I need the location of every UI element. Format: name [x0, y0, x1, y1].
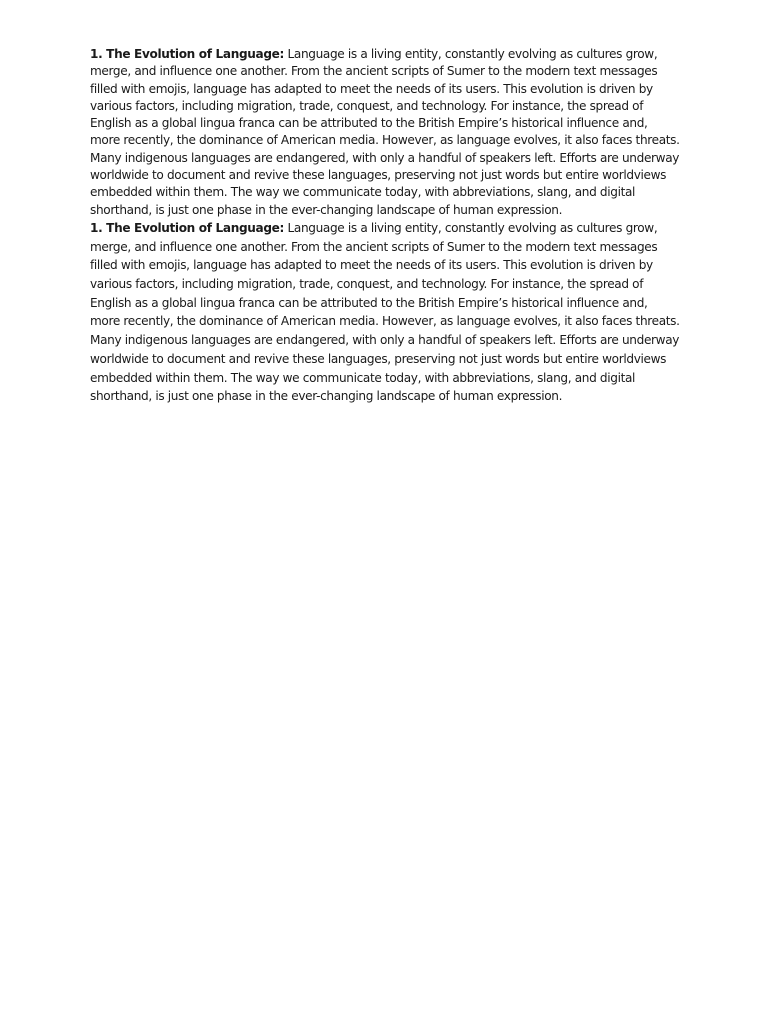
- document-body: [90, 46, 680, 406]
- paragraph-evolution-of-language-repeat: [90, 219, 680, 406]
- paragraph-text: Language is a living entity, constantly evolving as cultures grow, merge, and influence one another. From the ancient scripts of Sumer to the modern text messages filled with emojis, language has adapted to meet the needs of its users. This evolution is driven by various factors, including migration, trade, conquest, and technology. For instance, the spread of English as a global lingua franca can be attributed to the British Empire’s historical influence and, more recently, the dominance of American media. However, as language evolves, it also faces threats. Many indigenous languages are endangered, with only a handful of speakers left. Efforts are underway worldwide to document and revive these languages, preserving not just words but entire worldviews embedded within them. The way we communicate today, with abbreviations, slang, and digital shorthand, is just one phase in the ever-changing landscape of human expression.: [90, 47, 680, 217]
- paragraph-heading: 1. The Evolution of Language:: [90, 47, 284, 61]
- paragraph-evolution-of-language: [90, 46, 680, 219]
- paragraph-text: Language is a living entity, constantly evolving as cultures grow, merge, and influence one another. From the ancient scripts of Sumer to the modern text messages filled with emojis, language has adapted to meet the needs of its users. This evolution is driven by various factors, including migration, trade, conquest, and technology. For instance, the spread of English as a global lingua franca can be attributed to the British Empire’s historical influence and, more recently, the dominance of American media. However, as language evolves, it also faces threats. Many indigenous languages are endangered, with only a handful of speakers left. Efforts are underway worldwide to document and revive these languages, preserving not just words but entire worldviews embedded within them. The way we communicate today, with abbreviations, slang, and digital shorthand, is just one phase in the ever-changing landscape of human expression.: [90, 220, 680, 404]
- paragraph-heading: 1. The Evolution of Language:: [90, 220, 284, 235]
